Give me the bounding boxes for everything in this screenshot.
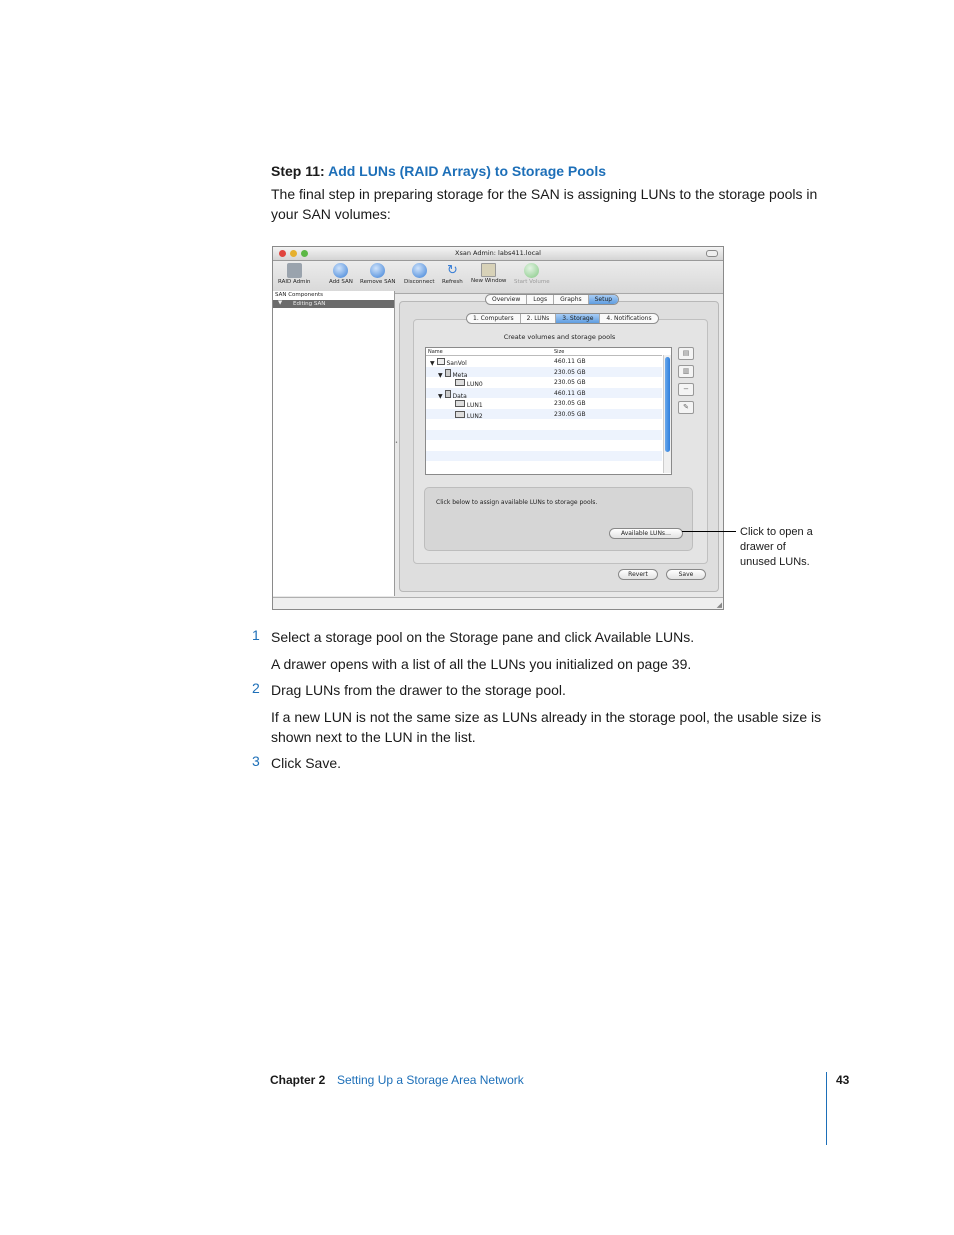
remove-san-label: Remove SAN [360,279,396,285]
remove-san-icon [370,263,385,278]
subtab-notifications[interactable]: 4. Notifications [606,315,652,322]
disconnect-icon [412,263,427,278]
row-size: 230.05 GB [554,410,586,418]
column-name[interactable]: Name [428,349,443,355]
remove-san-button[interactable] [360,263,396,285]
row-size: 460.11 GB [554,358,586,365]
table-row[interactable] [426,398,662,409]
split-handle-icon[interactable]: • [395,440,398,446]
subtab-storage[interactable]: 3. Storage [556,314,600,323]
edit-pencil-icon[interactable]: ✎ [678,401,694,414]
footer-divider [826,1072,827,1145]
tab-setup[interactable]: Setup [589,295,618,304]
resize-grip-icon[interactable]: ◢ [716,601,722,609]
add-san-icon [333,263,348,278]
table-row[interactable] [426,388,662,399]
table-row[interactable] [426,356,662,367]
step-number: 3 [252,753,260,769]
panel-title: Create volumes and storage pools [503,333,616,341]
start-volume-icon [524,263,539,278]
start-volume-label: Start Volume [514,279,550,285]
table-row[interactable] [426,367,662,378]
empty-row [426,440,662,451]
row-name: LUN2 [466,412,483,420]
san-components-sidebar [273,291,395,596]
row-name: LUN0 [466,381,483,388]
add-san-label: Add SAN [329,279,353,285]
remove-icon[interactable]: − [678,383,694,396]
start-volume-button[interactable] [514,263,550,285]
subtab-computers[interactable]: 1. Computers [467,314,521,323]
disconnect-label: Disconnect [404,279,435,285]
xsan-admin-window [272,246,724,610]
volume-icon [437,358,445,365]
setup-subtabs [466,313,659,324]
tab-logs[interactable]: Logs [527,295,554,304]
window-bottom-bar [273,597,723,610]
window-toolbar [273,261,723,294]
empty-row [426,461,662,472]
new-window-label: New Window [471,278,507,284]
storage-pool-icon [445,390,451,398]
table-scrollbar[interactable] [663,355,671,473]
lun-icon [455,411,465,418]
new-storage-pool-icon[interactable]: ▥ [678,365,694,378]
step-number: 2 [252,680,260,696]
save-button[interactable]: Save [666,569,706,580]
step-label: Step 11: [271,163,325,179]
revert-button[interactable]: Revert [618,569,658,580]
row-name: Meta [452,371,468,379]
footer-chapter-title: Setting Up a Storage Area Network [337,1073,524,1087]
raid-admin-label: RAID Admin [278,279,311,285]
tab-graphs[interactable]: Graphs [554,295,589,304]
main-tabs [485,294,619,305]
refresh-label: Refresh [442,279,463,285]
refresh-button[interactable] [442,263,463,285]
sidebar-item-editing-san[interactable] [273,300,394,308]
row-size: 230.05 GB [554,379,586,386]
disclosure-triangle-icon[interactable]: ▼ [278,300,283,306]
refresh-icon: ↻ [446,263,458,278]
disclosure-triangle-icon[interactable]: ▼ [430,360,435,367]
table-header [426,348,662,356]
column-size[interactable]: Size [554,349,565,355]
new-volume-icon[interactable]: ▤ [678,347,694,360]
table-row[interactable] [426,409,662,420]
disclosure-triangle-icon[interactable]: ▼ [438,392,443,400]
lun-icon [455,379,465,386]
step-text: Click Save. [271,755,342,771]
raid-admin-icon [287,263,302,278]
page-number: 43 [836,1073,850,1087]
window-title: Xsan Admin: labs411.local [455,249,541,257]
volumes-table [425,347,672,475]
empty-row [426,451,662,462]
row-name: Data [452,392,467,400]
step-text: Select a storage pool on the Storage pane and click Available LUNs. [271,629,695,645]
row-name: LUN1 [466,402,483,409]
new-window-icon [481,263,496,277]
row-size: 230.05 GB [554,400,586,407]
intro-paragraph: The final step in preparing storage for the SAN is assigning LUNs to the storage pools in your SAN volumes: [271,186,818,222]
sidebar-header: SAN Components [275,292,324,298]
assign-instructions: Click below to assign available LUNs to storage pools. [436,499,598,506]
available-luns-button[interactable]: Available LUNs… [609,528,683,539]
add-san-button[interactable] [329,263,353,285]
empty-row [426,430,662,441]
storage-pool-icon [445,369,451,377]
toolbar-toggle-button[interactable] [706,250,718,257]
step-number: 1 [252,627,260,643]
new-window-button[interactable] [471,263,506,284]
step-text: Drag LUNs from the drawer to the storage pool. [271,682,566,698]
step-note: A drawer opens with a list of all the LUNs you initialized on page 39. [271,656,692,672]
lun-icon [455,400,465,407]
tab-overview[interactable]: Overview [486,295,527,304]
step-title: Add LUNs (RAID Arrays) to Storage Pools [328,163,607,179]
callout-leader-line [682,531,736,532]
assign-luns-box [424,487,693,551]
callout-text: Click to open a drawer of unused LUNs. [740,526,813,568]
disclosure-triangle-icon[interactable]: ▼ [438,371,443,379]
row-size: 460.11 GB [554,389,586,397]
scrollbar-thumb[interactable] [665,357,670,452]
row-size: 230.05 GB [554,368,586,376]
row-name: SanVol [446,360,467,367]
empty-row [426,419,662,430]
step-note: If a new LUN is not the same size as LUNs already in the storage pool, the usable size is shown next to the LUN in the list. [271,709,822,745]
subtab-luns[interactable]: 2. LUNs [521,314,557,323]
footer-chapter: Chapter 2 [270,1073,326,1087]
sidebar-item-label: Editing SAN [293,301,326,307]
table-row[interactable] [426,377,662,388]
disconnect-button[interactable] [404,263,435,285]
raid-admin-button[interactable] [278,263,311,285]
window-titlebar [273,247,723,261]
step-heading [271,163,606,179]
